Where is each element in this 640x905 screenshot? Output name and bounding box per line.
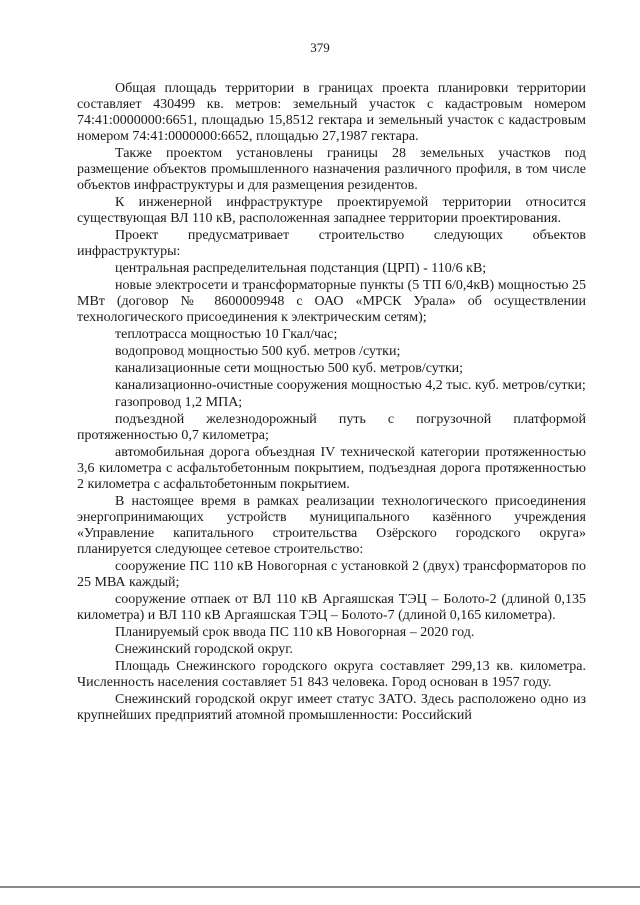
list-item-treatment: канализационно-очистные сооружения мощностью 4,2 тыс. куб. метров/сутки; bbox=[115, 378, 586, 393]
list-item-water-supply: водопровод мощностью 500 куб. метров /сутки; bbox=[115, 344, 401, 359]
list-item-branches: сооружение отпаек от ВЛ 110 кВ Аргаяшская ТЭЦ – Болото-2 (длиной 0,135 километра) и ВЛ 110 кВ Аргаяшская ТЭЦ – Болото-7 (длиной 0,165 километра). bbox=[77, 592, 586, 623]
list-item-power-grid: новые электросети и трансформаторные пункты (5 ТП 6/0,4кВ) мощностью 25 МВт (договор № 8600009948 с ОАО «МРСК Урала» об осуществлении технологического присоединения к электрическим сетям); bbox=[77, 278, 586, 325]
document-body bbox=[77, 81, 586, 725]
page-divider bbox=[0, 886, 640, 888]
paragraph-snezhinsk-area: Площадь Снежинского городского округа составляет 299,13 кв. километра. Численность населения составляет 51 843 человека. Город основан в 1957 году. bbox=[77, 659, 586, 690]
paragraph-total-area: Общая площадь территории в границах проекта планировки территории составляет 430499 кв. метров: земельный участок с кадастровым номером 74:41:0000000:6651, площадью 15,8512 гектара и земельный участок с кадастровым номером 74:41:0000000:6652, площадью 27,1987 гектара. bbox=[77, 81, 586, 144]
paragraph-engineering-infrastructure: К инженерной инфраструктуре проектируемой территории относится существующая ВЛ 110 кВ, расположенная западнее территории проектирования. bbox=[77, 195, 586, 226]
list-item-ps-construction: сооружение ПС 110 кВ Новогорная с установкой 2 (двух) трансформаторов по 25 МВА каждый; bbox=[77, 559, 586, 590]
list-item-gas: газопровод 1,2 МПА; bbox=[115, 395, 243, 410]
paragraph-snezhinsk-status: Снежинский городской округ имеет статус ЗАТО. Здесь расположено одно из крупнейших предприятий атомной промышленности: Российский bbox=[77, 692, 586, 723]
list-item-sewer: канализационные сети мощностью 500 куб. метров/сутки; bbox=[115, 361, 464, 376]
list-item-railway: подъездной железнодорожный путь с погрузочной платформой протяженностью 0,7 километра; bbox=[77, 412, 586, 443]
paragraph-grid-connection: В настоящее время в рамках реализации технологического присоединения энергопринимающих устройств муниципального казённого учреждения «Управление капитального строительства Озёрского городского округа» планируется следующее сетевое строительство: bbox=[77, 494, 586, 557]
paragraph-land-plots: Также проектом установлены границы 28 земельных участков под размещение объектов промышленного назначения различного профиля, в том числе объектов инфраструктуры и для размещения резидентов. bbox=[77, 146, 586, 193]
list-item-road: автомобильная дорога объездная IV технической категории протяженностью 3,6 километра с асфальтобетонным покрытием, подъездная дорога протяженностью 2 километра с асфальтобетонным покрытием. bbox=[77, 445, 586, 492]
page-number: 379 bbox=[310, 40, 330, 55]
list-item-substation: центральная распределительная подстанция (ЦРП) - 110/6 кВ; bbox=[115, 261, 487, 276]
paragraph-commissioning: Планируемый срок ввода ПС 110 кВ Новогорная – 2020 год. bbox=[115, 625, 475, 640]
section-heading-snezhinsk: Снежинский городской округ. bbox=[115, 642, 293, 657]
paragraph-project-intro: Проект предусматривает строительство следующих объектов инфраструктуры: bbox=[77, 228, 586, 259]
list-item-heating: теплотрасса мощностью 10 Гкал/час; bbox=[115, 327, 338, 342]
